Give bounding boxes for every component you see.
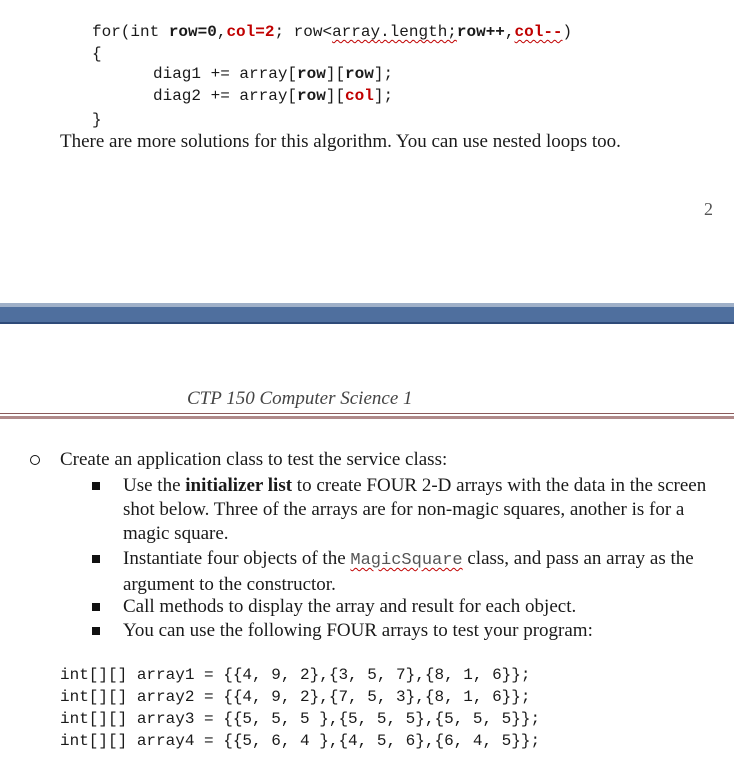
sub-item-3: Call methods to display the array and result for each object. [123,596,577,617]
main-item-text: Create an application class to test the service class: [60,449,448,470]
band-bottom-line [0,322,734,324]
square-bullet-icon [92,603,100,611]
sub-item-4: You can use the following FOUR arrays to test your program: [123,620,593,641]
code-brace-open: { [92,45,102,63]
array3-line: int[][] array3 = {{5, 5, 5 },{5, 5, 5},{5, 5, 5}}; [60,710,541,728]
course-title: CTP 150 Computer Science 1 [187,388,413,409]
code-diag2-line: diag2 += array[row][col]; [153,87,394,105]
square-bullet-icon [92,555,100,563]
header-rule-bottom [0,416,734,419]
note-text: There are more solutions for this algorithm. You can use nested loops too. [60,131,621,152]
square-bullet-icon [92,627,100,635]
sub-item-1: Use the initializer list to create FOUR 2-D arrays with the data in the screen shot below. Three of the arrays are for non-magic squares, another is for a magic square. [123,475,707,544]
circle-bullet-icon [30,455,40,465]
array4-line: int[][] array4 = {{5, 6, 4 },{4, 5, 6},{6, 4, 5}}; [60,732,541,750]
page-number: 2 [704,199,713,219]
square-bullet-icon [92,482,100,490]
array2-line: int[][] array2 = {{4, 9, 2},{7, 5, 3},{8, 1, 6}}; [60,688,531,706]
header-rule-top [0,413,734,414]
code-for-line: for(int row=0,col=2; row<array.length;row++,col--) [92,23,573,41]
array1-line: int[][] array1 = {{4, 9, 2},{3, 5, 7},{8, 1, 6}}; [60,666,531,684]
code-brace-close: } [92,111,102,129]
sub-item-2: Instantiate four objects of the MagicSquare class, and pass an array as the argument to the constructor. [123,548,694,595]
code-diag1-line: diag1 += array[row][row]; [153,65,394,83]
